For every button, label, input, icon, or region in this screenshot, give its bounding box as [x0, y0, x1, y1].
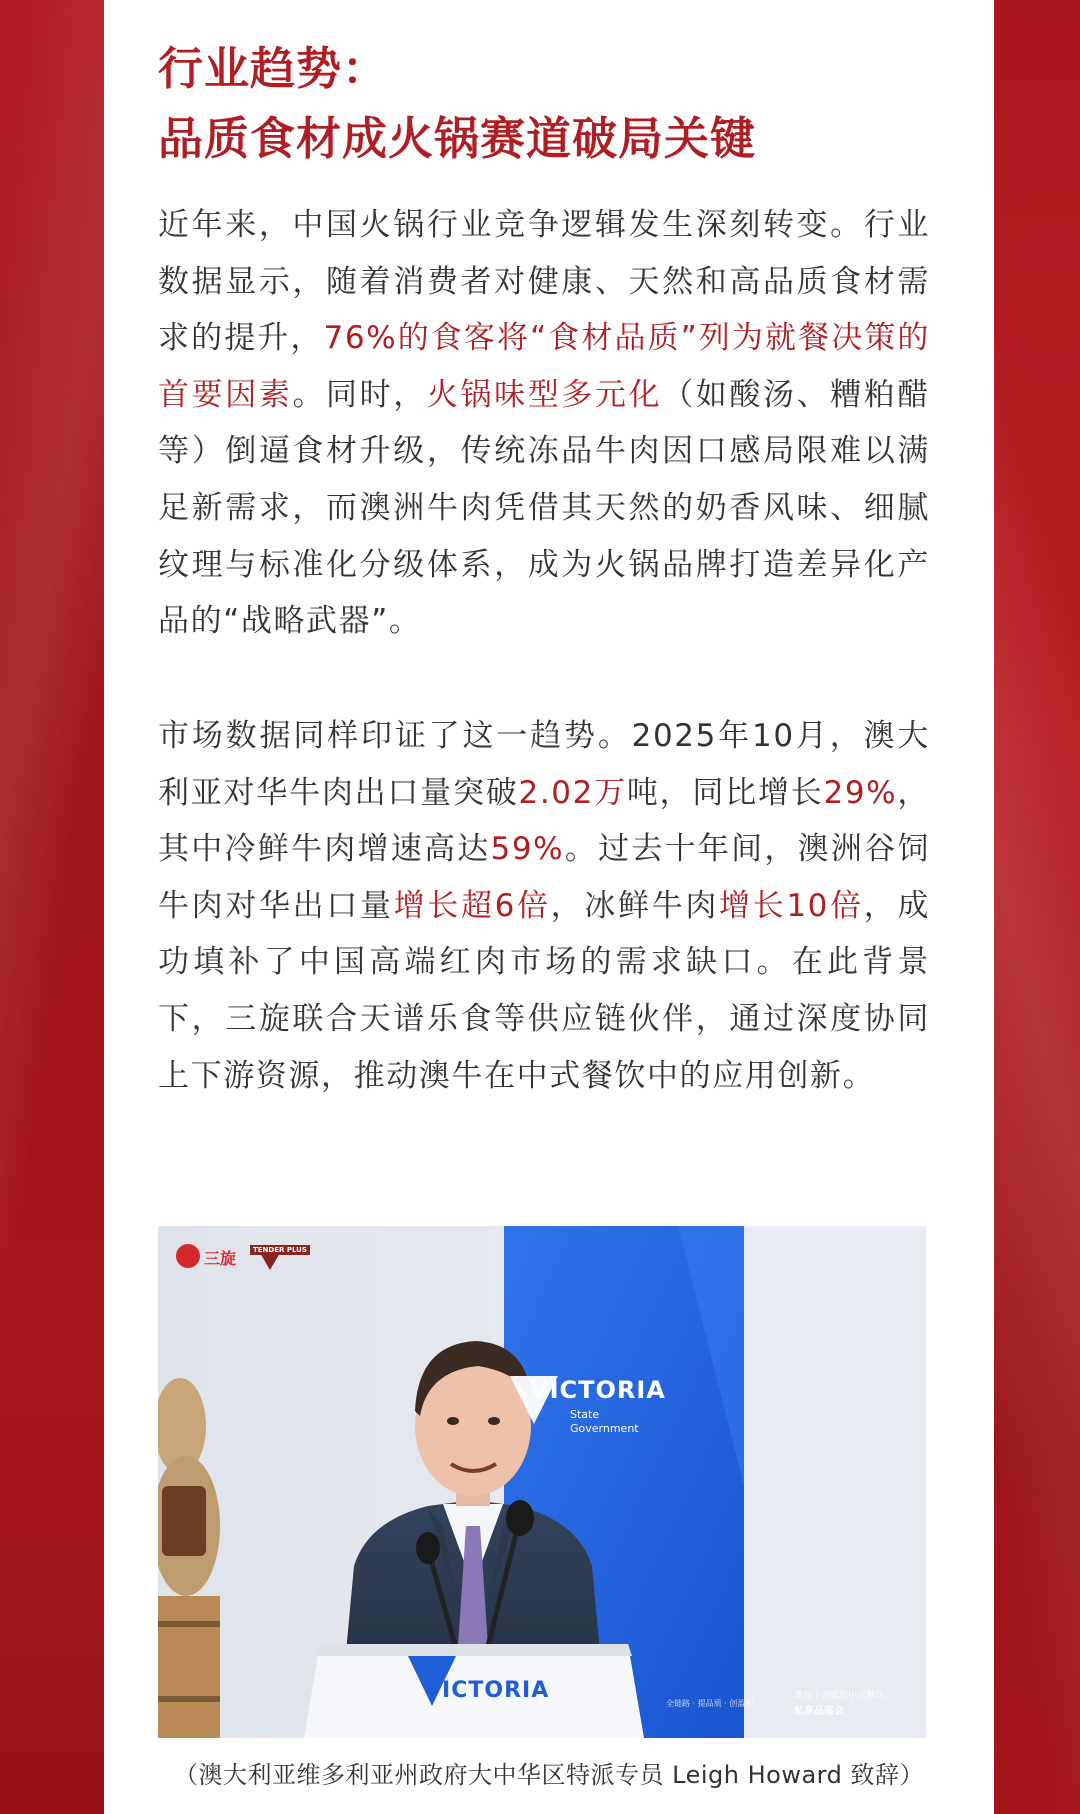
p2-highlight-3: 59% — [490, 831, 565, 868]
heading-line-1: 行业趋势： — [158, 42, 389, 95]
speaker-photo-illustration — [158, 1226, 926, 1738]
p2-text-1: 市场数据同样印证了这一趋势。2025年10月，澳大利亚对华牛肉出口量突破 — [158, 718, 930, 811]
p1-text-1: 近年来，中国火锅行业竞争逻辑发生深刻转变。行业数据显示，随着消费者对健康、天然和高品质食材需求的提升， — [158, 207, 930, 357]
p2-highlight-2: 29% — [823, 774, 898, 811]
wooden-barrel — [158, 1596, 220, 1738]
p1-text-2: 。同时， — [292, 376, 427, 413]
podium-victoria-text: VICTORIA — [424, 1678, 550, 1703]
p1-highlight-2: 火锅味型多元化 — [426, 376, 663, 413]
heading-line-2: 品质食材成火锅赛道破局关键 — [158, 112, 757, 165]
photo-caption: （澳大利亚维多利亚州政府大中华区特派专员 Leigh Howard 致辞） — [174, 1761, 924, 1789]
p1-highlight-1: 76%的食客将“食材品质”列为就餐决策的首要因素 — [158, 320, 930, 413]
p2-text-6: ，成功填补了中国高端红肉市场的需求缺口。在此背景下，三旋联合天谱乐食等供应链伙伴，通过深度协同上下游资源，推动澳牛在中式餐饮中的应用创新。 — [158, 887, 930, 1094]
background-left-red — [0, 0, 104, 1814]
banner-sub-2: Government — [570, 1422, 639, 1435]
p2-text-5: ，冰鲜牛肉 — [550, 887, 720, 924]
background-right-red — [994, 0, 1080, 1814]
brand-logo-mark — [176, 1244, 200, 1268]
brand-logo-text: 三旋 — [204, 1249, 237, 1268]
p2-highlight-5: 增长10倍 — [719, 887, 864, 924]
p2-text-3: ，其中冷鲜牛肉增速高达 — [158, 774, 930, 868]
paragraph-1 — [158, 197, 930, 650]
p2-text-2: 吨，同比增长 — [626, 774, 824, 811]
section-heading — [158, 34, 756, 174]
partner-logo-text: TENDER PLUS — [250, 1245, 310, 1255]
event-tags: 全链路 · 提品质 · 创盈利 — [666, 1699, 754, 1708]
p2-highlight-1: 2.02万 — [518, 774, 627, 811]
event-title: 澳洲牛肉赋能中式餐饮 — [794, 1691, 885, 1701]
banner-victoria-text: VICTORIA — [530, 1376, 666, 1404]
p2-text-4: 。过去十年间，澳洲谷饲牛肉对华出口量 — [158, 831, 931, 924]
paragraph-2 — [158, 708, 930, 1104]
banner-sub-1: State — [570, 1408, 600, 1421]
p2-highlight-4: 增长超6倍 — [393, 887, 551, 924]
event-subtitle: 私享品鉴会 — [794, 1706, 844, 1717]
microphone — [506, 1500, 534, 1536]
speaker-photo — [158, 1226, 926, 1738]
p1-text-3: （如酸汤、糟粕醋等）倒逼食材升级，传统冻品牛肉因口感局限难以满足新需求，而澳洲牛肉凭借其天然的奶香风味、细腻纹理与标准化分级体系，成为火锅品牌打造差异化产品的“战略武器”。 — [158, 376, 930, 640]
article-panel — [104, 0, 994, 1814]
